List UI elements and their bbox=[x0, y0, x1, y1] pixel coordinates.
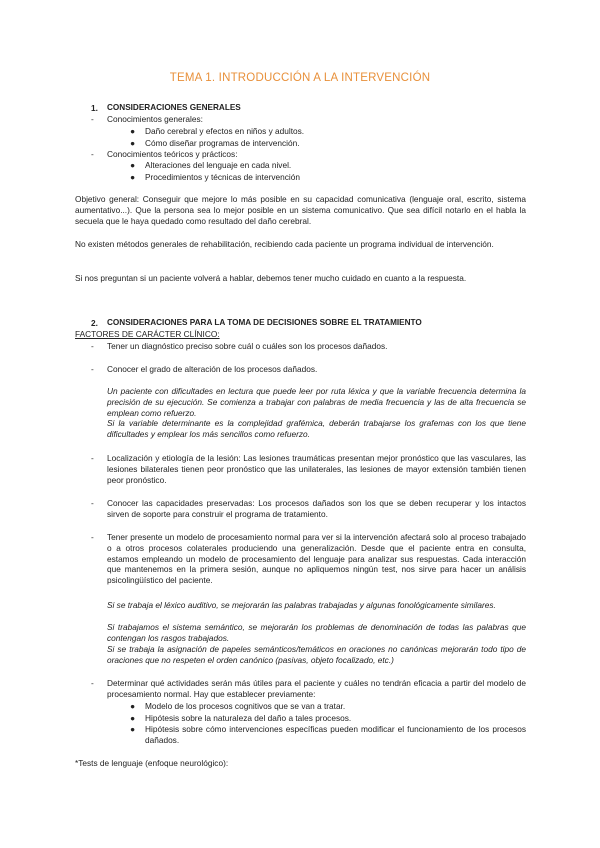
bullet-icon: ● bbox=[130, 724, 136, 734]
example-paragraph: Un paciente con dificultades en lectura que puede leer por ruta léxica y que la variable frecuencia determina la precisión de su ejecución. Se comienza a trabajar con palabras de media frecuencia y las de alta frecuencia se emplean como refuerzo. bbox=[107, 386, 526, 418]
list-item: Conocimientos teóricos y prácticos: bbox=[107, 149, 238, 159]
list-item: Procedimientos y técnicas de intervención bbox=[145, 172, 300, 182]
section2-subheading: FACTORES DE CARÁCTER CLÍNICO: bbox=[75, 329, 220, 339]
paragraph: No existen métodos generales de rehabilitación, recibiendo cada paciente un programa individual de intervención. bbox=[75, 239, 494, 249]
section2-heading: CONSIDERACIONES PARA LA TOMA DE DECISIONES SOBRE EL TRATAMIENTO bbox=[107, 318, 422, 327]
example-paragraph: Si se trabaja la asignación de papeles semánticos/temáticos en oraciones no canónicas mejorarán todo tipo de oraciones que no respeten el orden canónico (pasivas, objeto focalizado, etc.) bbox=[107, 644, 526, 665]
list-item: Hipótesis sobre cómo intervenciones específicas pueden modificar el funcionamiento de los procesos dañados. bbox=[145, 724, 526, 745]
section1-heading: CONSIDERACIONES GENERALES bbox=[107, 103, 241, 112]
dash-marker: - bbox=[91, 149, 94, 159]
list-item: Cómo diseñar programas de intervención. bbox=[145, 138, 300, 148]
dash-marker: - bbox=[91, 498, 94, 508]
list-item: Tener presente un modelo de procesamiento normal para ver si la intervención afectará solo al proceso trabajado o a otros procesos colaterales produciendo una generalización. Desde que el paciente entra en consulta, estamos empleando un modelo de procesamiento del lenguaje para analizar sus respuestas. Cada interacción que mantenemos en la primera sesión, aunque no apliquemos ningún test, nos sirve para hacer un análisis psicolingüístico del paciente. bbox=[107, 532, 526, 586]
list-item: Alteraciones del lenguaje en cada nivel. bbox=[145, 160, 292, 170]
paragraph: Objetivo general: Conseguir que mejore lo más posible en su capacidad comunicativa (lenguaje oral, escrito, sistema aumentativo...). Que la persona sea lo mejor posible en un sistema comunicativo. Que sea difícil notarlo en el habla la secuela que le haya quedado como resultado del daño cerebral. bbox=[75, 194, 526, 226]
example-paragraph: Si trabajamos el sistema semántico, se mejorarán los problemas de denominación de todas las palabras que contengan los rasgos trabajados. bbox=[107, 622, 526, 643]
example-paragraph: Si se trabaja el léxico auditivo, se mejorarán las palabras trabajadas y algunas fonológicamente similares. bbox=[107, 600, 496, 610]
example-paragraph: Si la variable determinante es la complejidad grafémica, deberán trabajarse los grafemas con los que tiene dificultades y emplear los más sencillos como refuerzo. bbox=[107, 418, 526, 439]
footnote: *Tests de lenguaje (enfoque neurológico): bbox=[75, 758, 229, 768]
page-title: TEMA 1. INTRODUCCIÓN A LA INTERVENCIÓN bbox=[169, 72, 431, 84]
dash-marker: - bbox=[91, 453, 94, 463]
bullet-icon: ● bbox=[130, 701, 136, 711]
dash-marker: - bbox=[91, 364, 94, 374]
dash-marker: - bbox=[91, 341, 94, 351]
list-item: Tener un diagnóstico preciso sobre cuál o cuáles son los procesos dañados. bbox=[107, 341, 388, 351]
list-item: Determinar qué actividades serán más útiles para el paciente y cuáles no tendrán eficacia a partir del modelo de procesamiento normal. Hay que establecer previamente: bbox=[107, 678, 526, 699]
bullet-icon: ● bbox=[130, 138, 136, 148]
list-item: Modelo de los procesos cognitivos que se van a tratar. bbox=[145, 701, 346, 711]
paragraph: Si nos preguntan si un paciente volverá a hablar, debemos tener mucho cuidado en cuanto a la respuesta. bbox=[75, 273, 467, 283]
dash-marker: - bbox=[91, 114, 94, 124]
bullet-icon: ● bbox=[130, 172, 136, 182]
section1-number: 1. bbox=[91, 103, 98, 113]
dash-marker: - bbox=[91, 678, 94, 688]
list-item: Conocer el grado de alteración de los procesos dañados. bbox=[107, 364, 318, 374]
section2-number: 2. bbox=[91, 318, 98, 328]
bullet-icon: ● bbox=[130, 713, 136, 723]
bullet-icon: ● bbox=[130, 126, 136, 136]
bullet-icon: ● bbox=[130, 160, 136, 170]
dash-marker: - bbox=[91, 532, 94, 542]
list-item: Hipótesis sobre la naturaleza del daño a tales procesos. bbox=[145, 713, 352, 723]
list-item: Localización y etiología de la lesión: Las lesiones traumáticas presentan mejor pronóstico que las vasculares, las lesiones bilaterales tienen peor pronóstico que las unilaterales, las lesiones de mayor extensión también tienen peor pronóstico. bbox=[107, 453, 526, 485]
list-item: Conocimientos generales: bbox=[107, 114, 203, 124]
list-item: Conocer las capacidades preservadas: Los procesos dañados son los que se deben recuperar y los intactos sirven de soporte para construir el programa de tratamiento. bbox=[107, 498, 526, 519]
list-item: Daño cerebral y efectos en niños y adultos. bbox=[145, 126, 305, 136]
